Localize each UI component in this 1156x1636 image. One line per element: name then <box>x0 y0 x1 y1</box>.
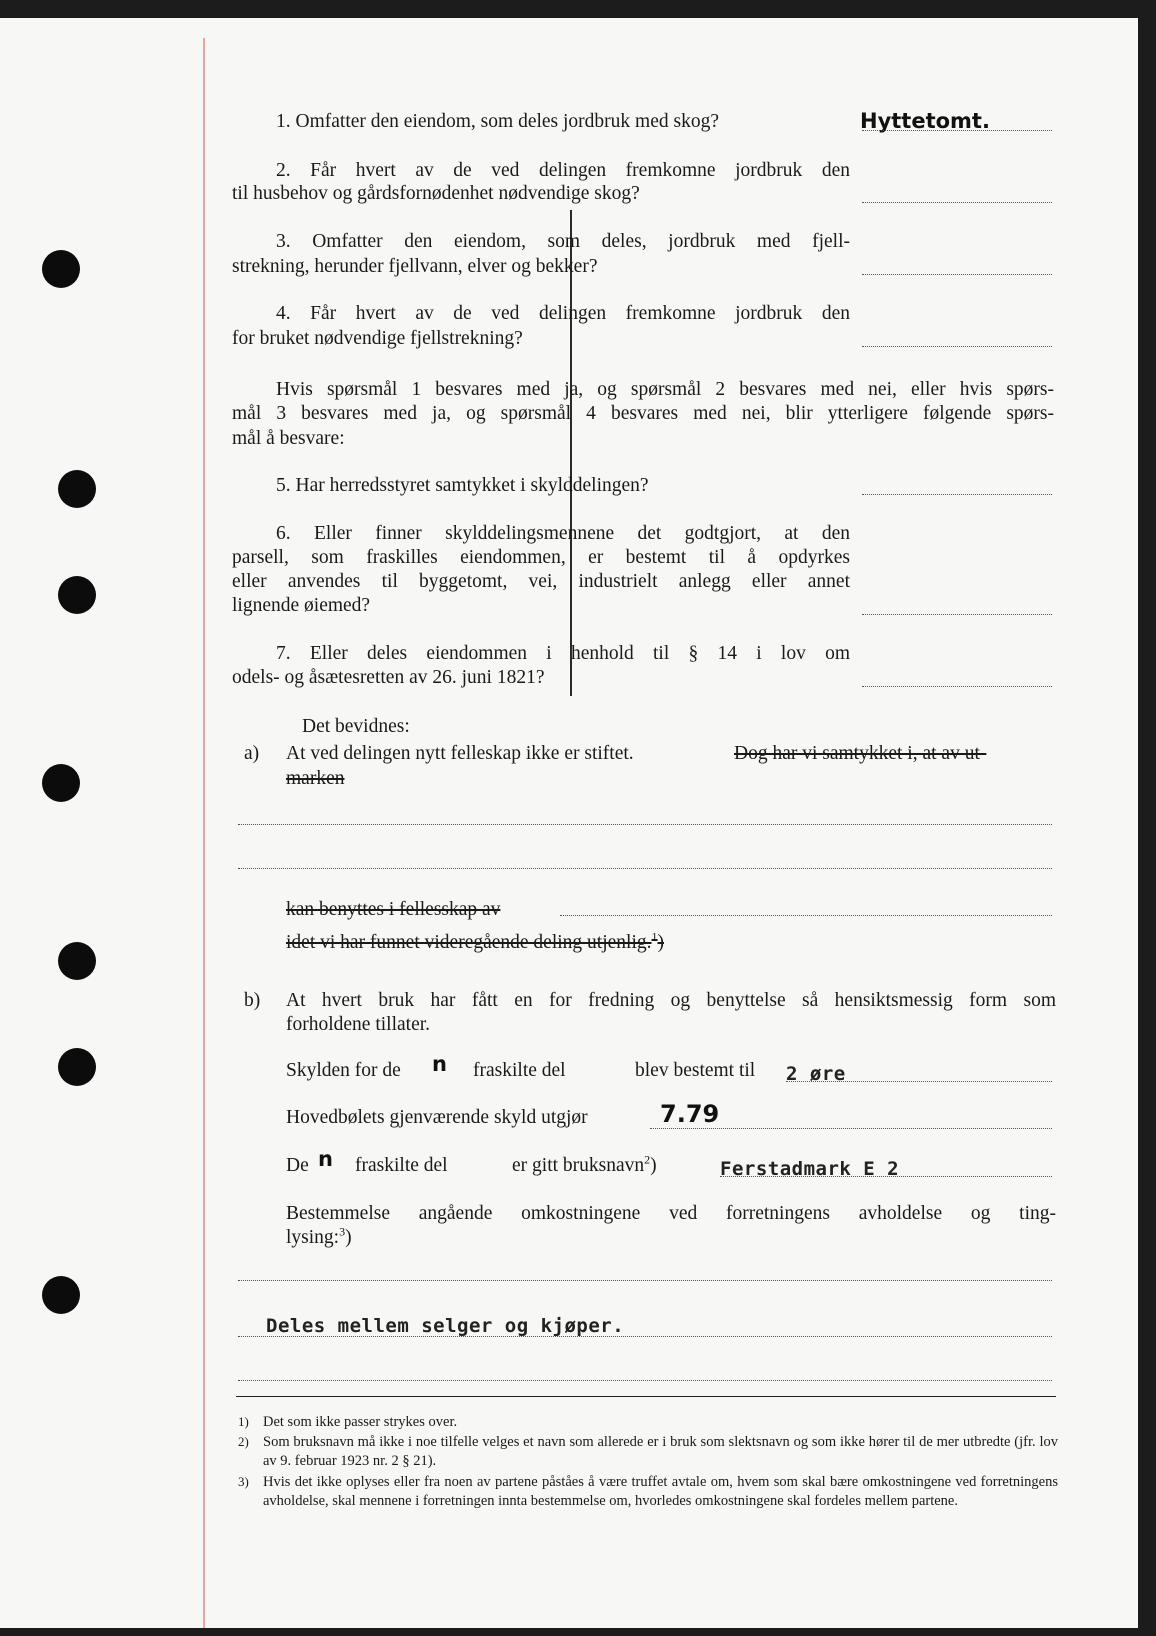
certify-heading: Det bevidnes: <box>302 716 410 737</box>
document-page <box>0 18 1138 1628</box>
punch-hole-1 <box>42 250 80 288</box>
item-a-struck-3: kan benyttes i fellesskap av <box>286 899 501 920</box>
item-a-label: a) <box>244 743 260 764</box>
footnote-1-text: Det som ikke passer strykes over. <box>263 1414 458 1430</box>
question-6-line-2: parsell, som fraskilles eiendommen, er bestemt til å opdyrkes <box>232 547 850 568</box>
fold-line <box>570 210 572 696</box>
item-a-text: At ved delingen nytt felleskap ikke er stiftet. <box>286 743 634 764</box>
question-6-line-4: lignende øiemed? <box>232 595 371 616</box>
answer-line-7 <box>862 686 1052 687</box>
condition-line-1: Hvis spørsmål 1 besvares med ja, og spørsmål 2 besvares med nei, eller hvis spørs- <box>276 379 1054 400</box>
question-6-line-1: 6. Eller finner skylddelingsmennene det godtgjort, at den <box>276 523 850 544</box>
best-line-2 <box>286 1226 352 1250</box>
skyld-label-3: blev bestemt til <box>635 1060 756 1081</box>
hoved-label: Hovedbølets gjenværende skyld utgjør <box>286 1107 588 1128</box>
navn-label-3 <box>512 1154 657 1178</box>
skyld-value: 2 øre <box>786 1063 846 1085</box>
footnote-ref-1: 1 <box>651 929 658 944</box>
condition-line-3: mål å besvare: <box>232 428 345 449</box>
item-a-struck-4-text: idet vi har funnet videregående deling utjenlig. <box>286 932 652 953</box>
hoved-line <box>650 1128 1052 1129</box>
question-3-line-1: 3. Omfatter den eiendom, som deles, jordbruk med fjell- <box>276 231 850 252</box>
blank-line-a3 <box>560 915 1052 916</box>
skyld-label-2: fraskilte del <box>473 1060 566 1081</box>
question-4-line-2: for bruket nødvendige fjellstrekning? <box>232 328 523 349</box>
skyld-handwritten-n: n <box>432 1052 447 1076</box>
answer-line-2 <box>862 202 1052 203</box>
red-margin-line <box>203 38 205 1628</box>
navn-value: Ferstadmark E 2 <box>720 1158 900 1180</box>
question-2-line-1: 2. Får hvert av de ved delingen fremkomne jordbruk den <box>276 160 850 181</box>
item-b-line-1: At hvert bruk har fått en for fredning og benyttelse så hensiktsmessig form som <box>286 990 1056 1011</box>
navn-label-3-text: er gitt bruksnavn <box>512 1155 645 1176</box>
question-2-line-2: til husbehov og gårdsfornødenhet nødvendige skog? <box>232 183 640 204</box>
best-value: Deles mellem selger og kjøper. <box>266 1315 625 1337</box>
navn-paren: ) <box>650 1155 657 1176</box>
best-value-line <box>238 1336 1052 1337</box>
answer-line-1 <box>862 130 1052 131</box>
best-blank-line <box>238 1280 1052 1281</box>
navn-label-1: De <box>286 1155 309 1176</box>
hoved-value: 7.79 <box>660 1100 720 1128</box>
answer-line-4 <box>862 346 1052 347</box>
punch-hole-3 <box>58 576 96 614</box>
best-line-1: Bestemmelse angående omkostningene ved forretningens avholdelse og ting- <box>286 1203 1056 1224</box>
answer-line-6 <box>862 614 1052 615</box>
footnote-rule <box>236 1396 1056 1397</box>
question-1: 1. Omfatter den eiendom, som deles jordbruk med skog? <box>276 111 719 132</box>
footnote-3-num: 3) <box>238 1474 249 1489</box>
answer-line-5 <box>862 494 1052 495</box>
question-7-line-1: 7. Eller deles eiendommen i henhold til § 14 i lov om <box>276 643 850 664</box>
blank-line-a1 <box>238 824 1052 825</box>
question-3-line-2: strekning, herunder fjellvann, elver og bekker? <box>232 256 598 277</box>
punch-hole-5 <box>58 942 96 980</box>
punch-hole-4 <box>42 764 80 802</box>
punch-hole-2 <box>58 470 96 508</box>
question-6-line-3: eller anvendes til byggetomt, vei, industrielt anlegg eller annet <box>232 571 850 592</box>
item-b-line-2: forholdene tillater. <box>286 1014 431 1035</box>
punch-hole-6 <box>58 1048 96 1086</box>
navn-line <box>720 1176 1052 1177</box>
footnote-2-text: Som bruksnavn må ikke i noe tilfelle velges et navn som allerede er i bruk som slektsnavn og som ikke hører til de mer utbredte (jfr. lov av 9. februar 1923 nr. 2 § 21). <box>263 1434 1058 1469</box>
item-a-struck-4: idet vi har funnet videregående deling utjenlig.$^1$) <box>286 929 665 953</box>
item-a-struck-2: marken <box>286 768 345 789</box>
footnote-ref-2: 2 <box>644 1152 651 1167</box>
footnote-3-text: Hvis det ikke oplyses eller fra noen av partene påståes å være truffet avtale om, hvem som skal bære omkostningene ved forretningens avholdelse, skal mennene i forretningen innta bestemmelse om, hvorledes omkostningene skal fordeles mellem partene. <box>263 1474 1058 1509</box>
blank-line-a2 <box>238 868 1052 869</box>
question-1-answer: Hyttetomt. <box>860 109 990 133</box>
best-paren: ) <box>345 1227 352 1248</box>
question-4-line-1: 4. Får hvert av de ved delingen fremkomne jordbruk den <box>276 303 850 324</box>
skyld-line <box>786 1081 1052 1082</box>
footnote-1-num: 1) <box>238 1414 249 1429</box>
navn-handwritten-n: n <box>318 1147 333 1171</box>
question-7-line-2: odels- og åsætesretten av 26. juni 1821? <box>232 667 545 688</box>
condition-line-2: mål 3 besvares med ja, og spørsmål 4 besvares med nei, blir ytterligere følgende spørs- <box>232 403 1054 424</box>
navn-label-2: fraskilte del <box>355 1155 448 1176</box>
item-b-label: b) <box>244 990 261 1011</box>
best-blank-line-2 <box>238 1380 1052 1381</box>
footnote-2-num: 2) <box>238 1434 249 1449</box>
best-line-2-text: lysing: <box>286 1227 340 1248</box>
item-a-struck-1: Dog har vi samtykket i, at av ut- <box>734 743 987 764</box>
punch-hole-7 <box>42 1276 80 1314</box>
footnote-ref-3: 3 <box>339 1224 346 1239</box>
question-5: 5. Har herredsstyret samtykket i skylddelingen? <box>276 475 649 496</box>
skyld-label-1: Skylden for de <box>286 1060 401 1081</box>
answer-line-3 <box>862 274 1052 275</box>
